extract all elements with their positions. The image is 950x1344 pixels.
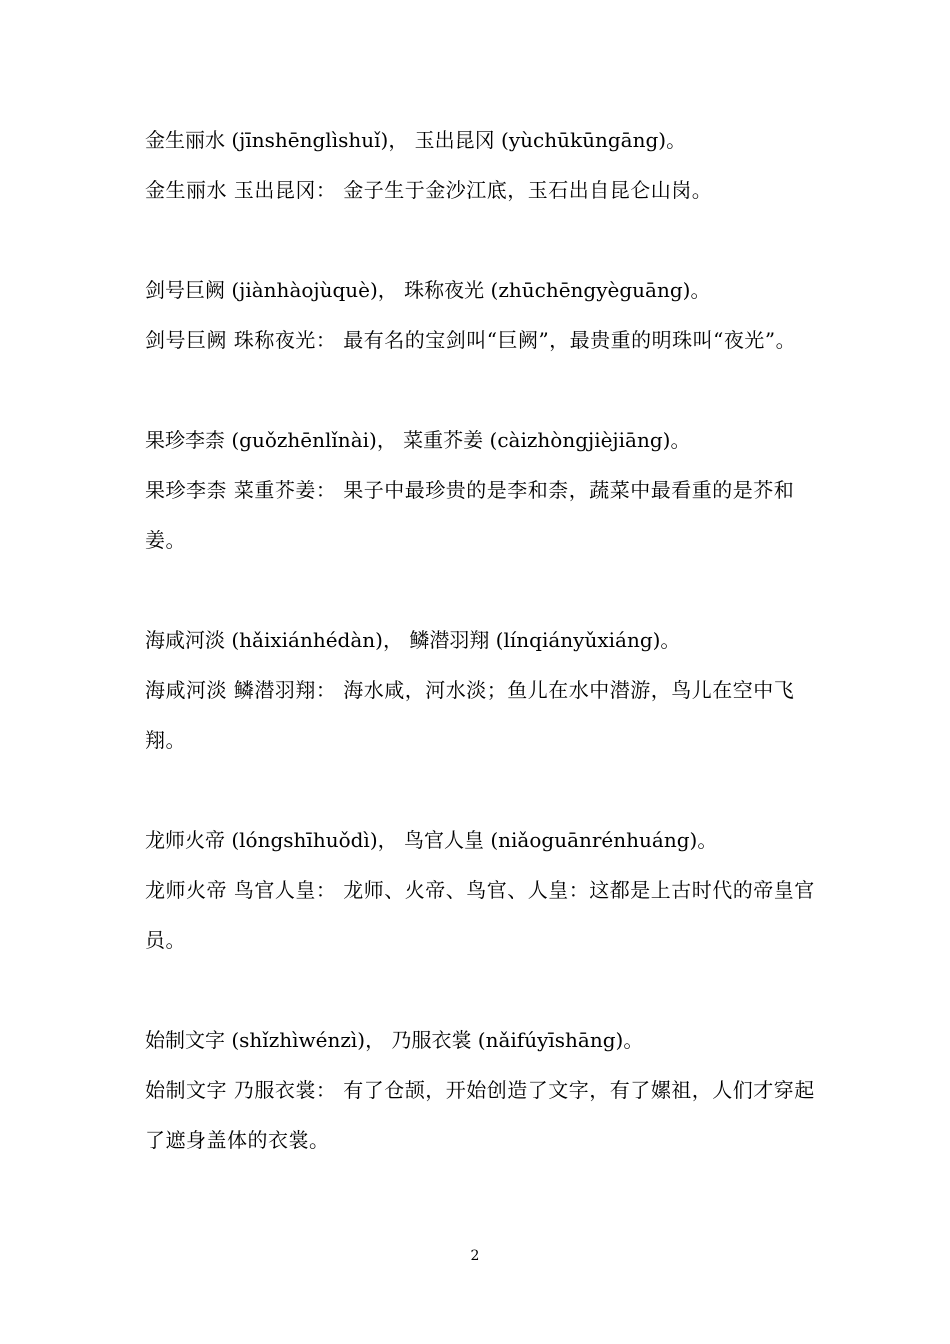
entry-gap [145,965,815,1015]
entries-list [145,115,815,1165]
entry-gap [145,765,815,815]
entry-explanation: 果珍李柰 菜重芥姜： 果子中最珍贵的是李和柰，蔬菜中最看重的是芥和姜。 [145,478,795,552]
entry-explanation: 剑号巨阙 珠称夜光： 最有名的宝剑叫“巨阙”，最贵重的明珠叫“夜光”。 [145,328,797,352]
entry-6 [145,1015,815,1165]
entry-5 [145,815,815,965]
entry-line: 龙师火帝 (lóngshīhuǒdì)， 鸟官人皇 (niǎoguānrénhuáng)。 [145,828,718,852]
entry-line: 金生丽水 (jīnshēnglìshuǐ)， 玉出昆冈 (yùchūkūngāng)。 [145,128,687,152]
entry-3 [145,415,815,565]
entry-2 [145,265,815,365]
entry-line: 果珍李柰 (guǒzhēnlǐnài)， 菜重芥姜 (càizhòngjièjiāng)。 [145,428,691,452]
entry-explanation: 海咸河淡 鳞潜羽翔： 海水咸，河水淡；鱼儿在水中潜游，鸟儿在空中飞翔。 [145,678,795,752]
entry-gap [145,215,815,265]
entry-gap [145,565,815,615]
entry-explanation: 始制文字 乃服衣裳： 有了仓颉，开始创造了文字，有了嫘祖，人们才穿起了遮身盖体的衣裳。 [145,1078,815,1152]
entry-line: 海咸河淡 (hǎixiánhédàn)， 鳞潜羽翔 (línqiányǔxiáng)。 [145,628,681,652]
entry-1 [145,115,815,215]
entry-explanation: 金生丽水 玉出昆冈： 金子生于金沙江底，玉石出自昆仑山岗。 [145,178,713,202]
entry-line: 剑号巨阙 (jiànhàojùquè)， 珠称夜光 (zhūchēngyèguāng)。 [145,278,711,302]
entry-explanation: 龙师火帝 鸟官人皇： 龙师、火帝、鸟官、人皇：这都是上古时代的帝皇官员。 [145,878,815,952]
entry-gap [145,365,815,415]
page-number: 2 [470,1248,480,1264]
entry-line: 始制文字 (shǐzhìwénzì)， 乃服衣裳 (nǎifúyīshāng)。 [145,1028,644,1052]
entry-4 [145,615,815,765]
